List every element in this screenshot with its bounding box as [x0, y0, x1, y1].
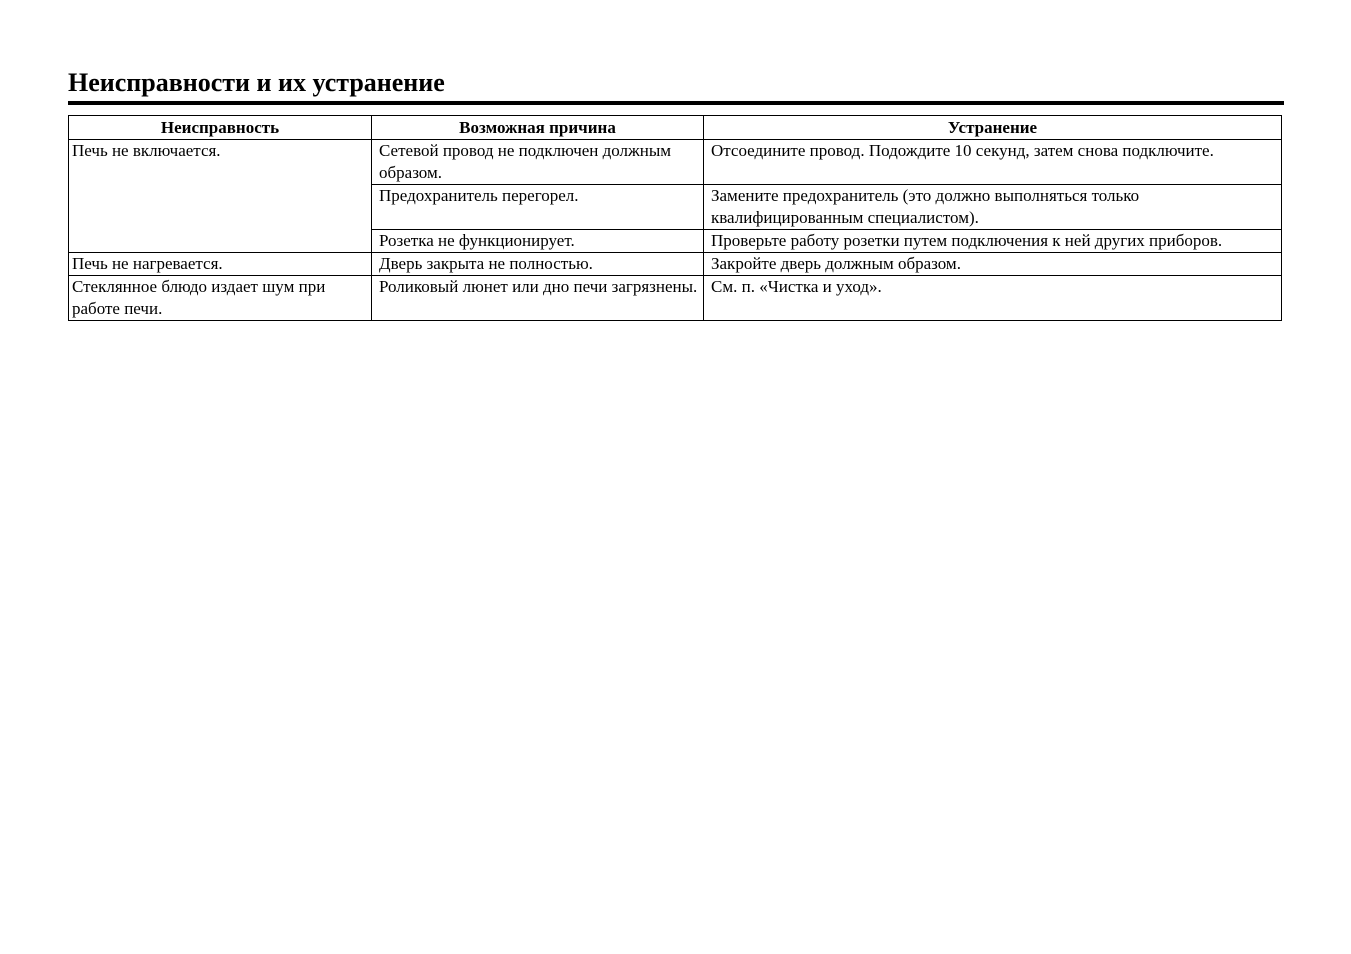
fault-cell: Стеклянное блюдо издает шум при работе печи. — [69, 276, 372, 321]
header-fix: Устранение — [704, 116, 1282, 140]
cause-cell: Роликовый люнет или дно печи загрязнены. — [372, 276, 704, 321]
table-row — [69, 140, 1282, 185]
cause-cell: Предохранитель перегорел. — [372, 185, 704, 230]
fix-cell: См. п. «Чистка и уход». — [704, 276, 1282, 321]
fix-cell: Замените предохранитель (это должно выполняться только квалифицированным специалистом). — [704, 185, 1282, 230]
fix-cell: Отсоедините провод. Подождите 10 секунд, затем снова подключите. — [704, 140, 1282, 185]
header-fault: Неисправность — [69, 116, 372, 140]
title-divider — [68, 101, 1284, 105]
fix-cell: Закройте дверь должным образом. — [704, 253, 1282, 276]
cause-cell: Сетевой провод не подключен должным образом. — [372, 140, 704, 185]
table-row — [69, 276, 1282, 321]
fault-cell: Печь не включается. — [69, 140, 372, 253]
fix-cell: Проверьте работу розетки путем подключения к ней других приборов. — [704, 230, 1282, 253]
table-row — [69, 253, 1282, 276]
page-title: Неисправности и их устранение — [68, 68, 445, 97]
troubleshooting-table — [68, 115, 1282, 321]
cause-cell: Розетка не функционирует. — [372, 230, 704, 253]
header-cause: Возможная причина — [372, 116, 704, 140]
fault-cell: Печь не нагревается. — [69, 253, 372, 276]
cause-cell: Дверь закрыта не полностью. — [372, 253, 704, 276]
table-header-row — [69, 116, 1282, 140]
